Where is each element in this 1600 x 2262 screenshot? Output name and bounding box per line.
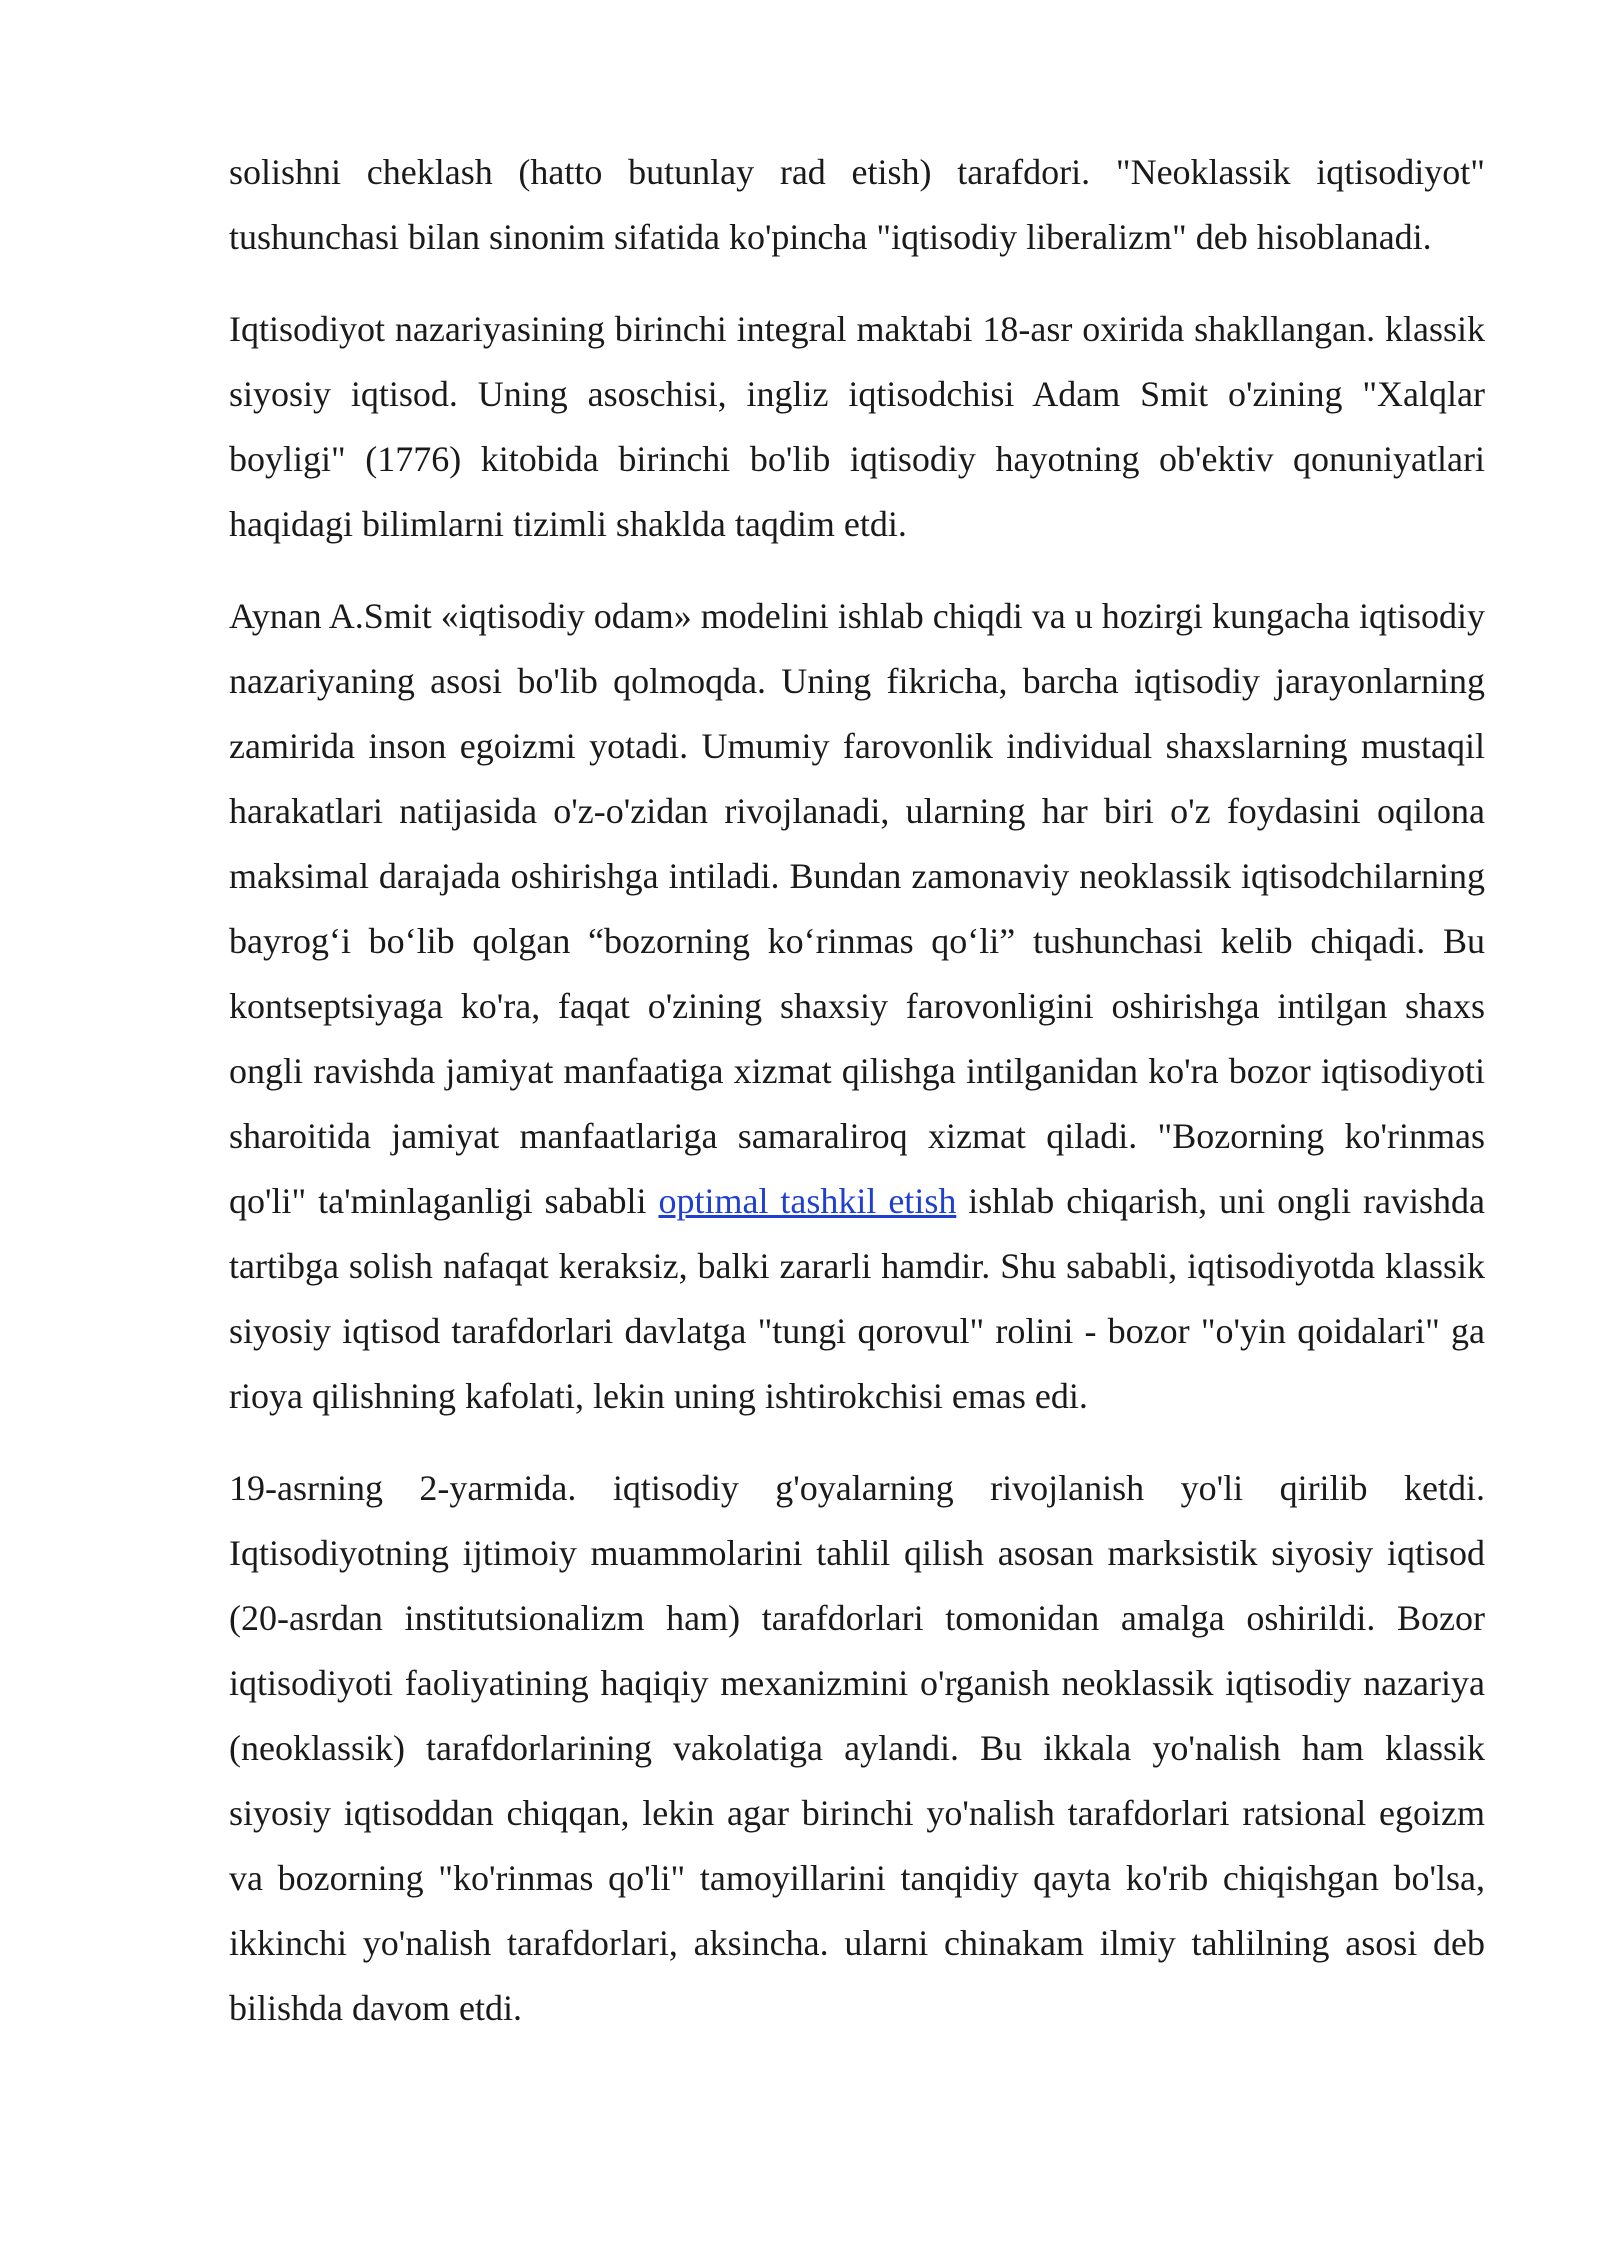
paragraph-3-text-before-link: Aynan A.Smit «iqtisodiy odam» modelini ishlab chiqdi va u hozirgi kungacha iqtisodiy nazariyaning asosi bo'lib qolmoqda. Uning fikricha, barcha iqtisodiy jarayonlarning zamirida inson egoizmi yotadi. Umumiy farovonlik individual shaxslarning mustaqil harakatlari natijasida o'z-o'zidan rivojlanadi, ularning har biri o'z foydasini oqilona maksimal darajada oshirishga intiladi. Bundan zamonaviy neoklassik iqtisodchilarning bayrog‘i bo‘lib qolgan “bozorning ko‘rinmas qo‘li” tushunchasi kelib chiqadi. Bu kontseptsiyaga ko'ra, faqat o'zining shaxsiy farovonligini oshirishga intilgan shaxs ongli ravishda jamiyat manfaatiga xizmat qilishga intilganidan ko'ra bozor iqtisodiyoti sharoitida jamiyat manfaatlariga samaraliroq xizmat qiladi. "Bozorning ko'rinmas qo'li" ta'minlaganligi sababli (229, 596, 1485, 1221)
paragraph-4: 19-asrning 2-yarmida. iqtisodiy g'oyalarning rivojlanish yo'li qirilib ketdi. Iqtisodiyotning ijtimoiy muammolarini tahlil qilish asosan marksistik siyosiy iqtisod (20-asrdan institutsionalizm ham) tarafdorlari tomonidan amalga oshirildi. Bozor iqtisodiyoti faoliyatining haqiqiy mexanizmini o'rganish neoklassik iqtisodiy nazariya (neoklassik) tarafdorlarining vakolatiga aylandi. Bu ikkala yo'nalish ham klassik siyosiy iqtisoddan chiqqan, lekin agar birinchi yo'nalish tarafdorlari ratsional egoizm va bozorning "ko'rinmas qo'li" tamoyillarini tanqidiy qayta ko'rib chiqishgan bo'lsa, ikkinchi yo'nalish tarafdorlari, aksincha. ularni chinakam ilmiy tahlilning asosi deb bilishda davom etdi. (229, 1468, 1485, 2028)
optimal-tashkil-etish-link[interactable]: optimal tashkil etish (658, 1181, 957, 1221)
paragraph-3 (229, 584, 1485, 1429)
paragraph-2: Iqtisodiyot nazariyasining birinchi integral maktabi 18-asr oxirida shakllangan. klassik siyosiy iqtisod. Uning asoschisi, ingliz iqtisodchisi Adam Smit o'zining "Xalqlar boyligi" (1776) kitobida birinchi bo'lib iqtisodiy hayotning ob'ektiv qonuniyatlari haqidagi bilimlarni tizimli shaklda taqdim etdi. (229, 309, 1485, 544)
document-body (229, 140, 1485, 2068)
paragraph-3-text-after-link: ishlab chiqarish, uni ongli ravishda tartibga solish nafaqat keraksiz, balki zararli hamdir. Shu sababli, iqtisodiyotda klassik siyosiy iqtisod tarafdorlari davlatga "tungi qorovul" rolini - bozor "o'yin qoidalari" ga rioya qilishning kafolati, lekin uning ishtirokchisi emas edi. (229, 1181, 1485, 1416)
paragraph-1: solishni cheklash (hatto butunlay rad etish) tarafdori. "Neoklassik iqtisodiyot" tushunchasi bilan sinonim sifatida ko'pincha "iqtisodiy liberalizm" deb hisoblanadi. (229, 152, 1485, 257)
